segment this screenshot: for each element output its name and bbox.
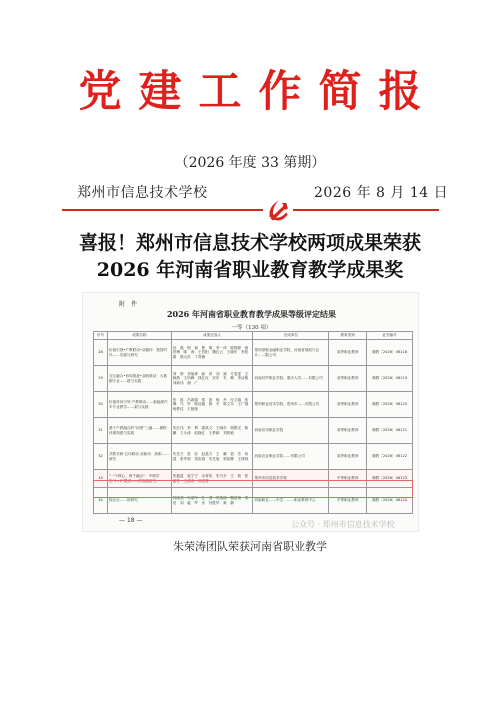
table-cell: 张 凯 冯淑娟 郑 波 杨 丹 付文娟 张 琳 马 军 陈佳璇 陈 冬 陈文东 王广刚 杨梦佳 王娅娅 bbox=[171, 392, 253, 418]
table-cell: 河南农业职业学院……有限公司 bbox=[253, 444, 329, 470]
table-cell: 高等职业教育 bbox=[329, 418, 367, 444]
table-cell: 高等职业教育 bbox=[329, 444, 367, 470]
masthead-title: 党建工作简报 bbox=[78, 67, 439, 117]
table-row bbox=[94, 488, 413, 514]
table-cell: 河南经贸职业学院、重庆大学……有限公司 bbox=[253, 366, 329, 392]
table-cell: 价值导向引导·产教联动……新能源汽车专业教学……索与实践 bbox=[107, 392, 171, 418]
party-emblem-icon bbox=[264, 196, 292, 224]
table-cell: 高等职业教育 bbox=[329, 340, 367, 366]
table-cell: 28 bbox=[94, 340, 108, 366]
table-cell: 高等职业教育 bbox=[329, 392, 367, 418]
table-header-row bbox=[94, 332, 413, 340]
issue-number: （2026 年度 33 第期） bbox=[174, 155, 326, 171]
table-header-cell: 序号 bbox=[94, 332, 108, 340]
table-cell: 豫教〔2026〕06118 bbox=[367, 340, 413, 366]
table-cell: 价值引领•产教联动•双循环：数智时代……实践与研究 bbox=[107, 340, 171, 366]
table-cell: 孙 磊 程 斌 曹 明 李一萍 陈锦程 褚景梅 陈 涛 王伯阳 魏红云 王晓东 李桂娟 陈大洪 丁青楠 bbox=[171, 340, 253, 366]
table-cell: 豫教〔2026〕06121 bbox=[367, 418, 413, 444]
table-cell: 刘 婷 刘旭珍 郝 萍 刘 斌 方雯雯 王晓燕 王培峰 钱红仪 宋东 朱 琳 李洁敏 刘新伟 谢 广 bbox=[171, 366, 253, 392]
table-row bbox=[94, 444, 413, 470]
table-cell: 基于产教融合的“四度”三融……课程体系构建与实践 bbox=[107, 418, 171, 444]
table-cell: 32 bbox=[94, 444, 108, 470]
table-cell: 31 bbox=[94, 418, 108, 444]
table-cell: 29 bbox=[94, 366, 108, 392]
table-cell: 中等职业教育 bbox=[329, 470, 367, 488]
school-name: 郑州市信息技术学校 bbox=[77, 185, 208, 201]
table-cell: 朱磊蓝 崔宁宁 余青伟 朱马平 王 莉 张丽芳 王清涛 刘进青 bbox=[171, 470, 253, 488]
table-row bbox=[94, 392, 413, 418]
table-cell: 郑州市信息技术学校 bbox=[253, 470, 329, 488]
watermark: 公众号 · 郑州市信息技术学校 bbox=[291, 520, 395, 529]
table-row bbox=[94, 470, 413, 488]
table-header-cell: 证书编号 bbox=[367, 332, 413, 340]
table-row bbox=[94, 366, 413, 392]
table-header-cell: 成果完成人 bbox=[171, 332, 253, 340]
table-cell: “一个核心、两个融合”：中职学生“1+X”模式……的实践研究 bbox=[107, 470, 171, 488]
attachment-label: 附 件 bbox=[119, 301, 138, 308]
award-document-photo bbox=[82, 292, 419, 532]
results-table bbox=[93, 331, 413, 514]
table-cell: 33 bbox=[94, 470, 108, 488]
table-cell: 豫教〔2026〕06123 bbox=[367, 470, 413, 488]
divider-left bbox=[62, 209, 263, 211]
table-cell: 34 bbox=[94, 488, 108, 514]
table-cell: 郑州财税金融职业学院、河南省财政厅会计……限公司 bbox=[253, 340, 329, 366]
table-header-cell: 完成单位 bbox=[253, 332, 329, 340]
table-cell: 豫教〔2026〕06122 bbox=[367, 444, 413, 470]
table-cell: 豫教〔2026〕06124 bbox=[367, 488, 413, 514]
document-title: 2026 年河南省职业教育教学成果等级评定结果 bbox=[166, 309, 337, 319]
table-row bbox=[94, 340, 413, 366]
table-cell: 郭晓燕 吴瑞军 杜 勇 楚瑞瑞 魏星雅 梁 亮 刘 毅 罗 乐 付胜华 黄 静 bbox=[171, 488, 253, 514]
table-cell: 朱红伟 李 利 霍凯文 王晓杉 胡银光 陈 鹏 王永涛 赵晓红 王梦颖 刘锐敏 bbox=[171, 418, 253, 444]
headline-line-1: 喜报！郑州市信息技术学校两项成果荣获 bbox=[78, 232, 421, 254]
table-cell: 朱先方 张 彩 赵晶方 王 鹏 裴 芳 何 超 张华莉 郑彩燕 朱先旭 蔡如柳 王林林 bbox=[171, 444, 253, 470]
table-cell: 河南应用职业学院 bbox=[253, 418, 329, 444]
table-cell: 豫教〔2026〕06120 bbox=[367, 392, 413, 418]
table-header-cell: 成果名称 bbox=[107, 332, 171, 340]
table-cell: 河南职业……中学、……职业教育中心 bbox=[253, 488, 329, 514]
table-cell: 郑州职业技术学院、郑州市……有限公司 bbox=[253, 392, 329, 418]
table-row bbox=[94, 418, 413, 444]
headline-line-2: 2026 年河南省职业教育教学成果奖 bbox=[96, 259, 404, 281]
table-header-cell: 教育类别 bbox=[329, 332, 367, 340]
table-cell: 30 bbox=[94, 392, 108, 418]
table-body bbox=[94, 340, 413, 514]
table-cell: 高等职业教育 bbox=[329, 366, 367, 392]
photo-caption: 朱荣涛团队荣获河南省职业教学 bbox=[173, 540, 327, 553]
table-cell: 交互融合•协同推进•双轨联动：大数据专业……建与实践 bbox=[107, 366, 171, 392]
table-cell: 共教共研·五环联动·双驱动：高职……研究 bbox=[107, 444, 171, 470]
table-cell: 豫教〔2026〕06119 bbox=[367, 366, 413, 392]
table-cell: 校企社……的研究 bbox=[107, 488, 171, 514]
document-subtitle: 一等（130 项） bbox=[231, 325, 272, 331]
page-number: — 18 — bbox=[119, 517, 143, 524]
publish-date: 2026 年 8 月 14 日 bbox=[314, 185, 449, 201]
divider-right bbox=[293, 209, 439, 211]
table-cell: 中等职业教育 bbox=[329, 488, 367, 514]
